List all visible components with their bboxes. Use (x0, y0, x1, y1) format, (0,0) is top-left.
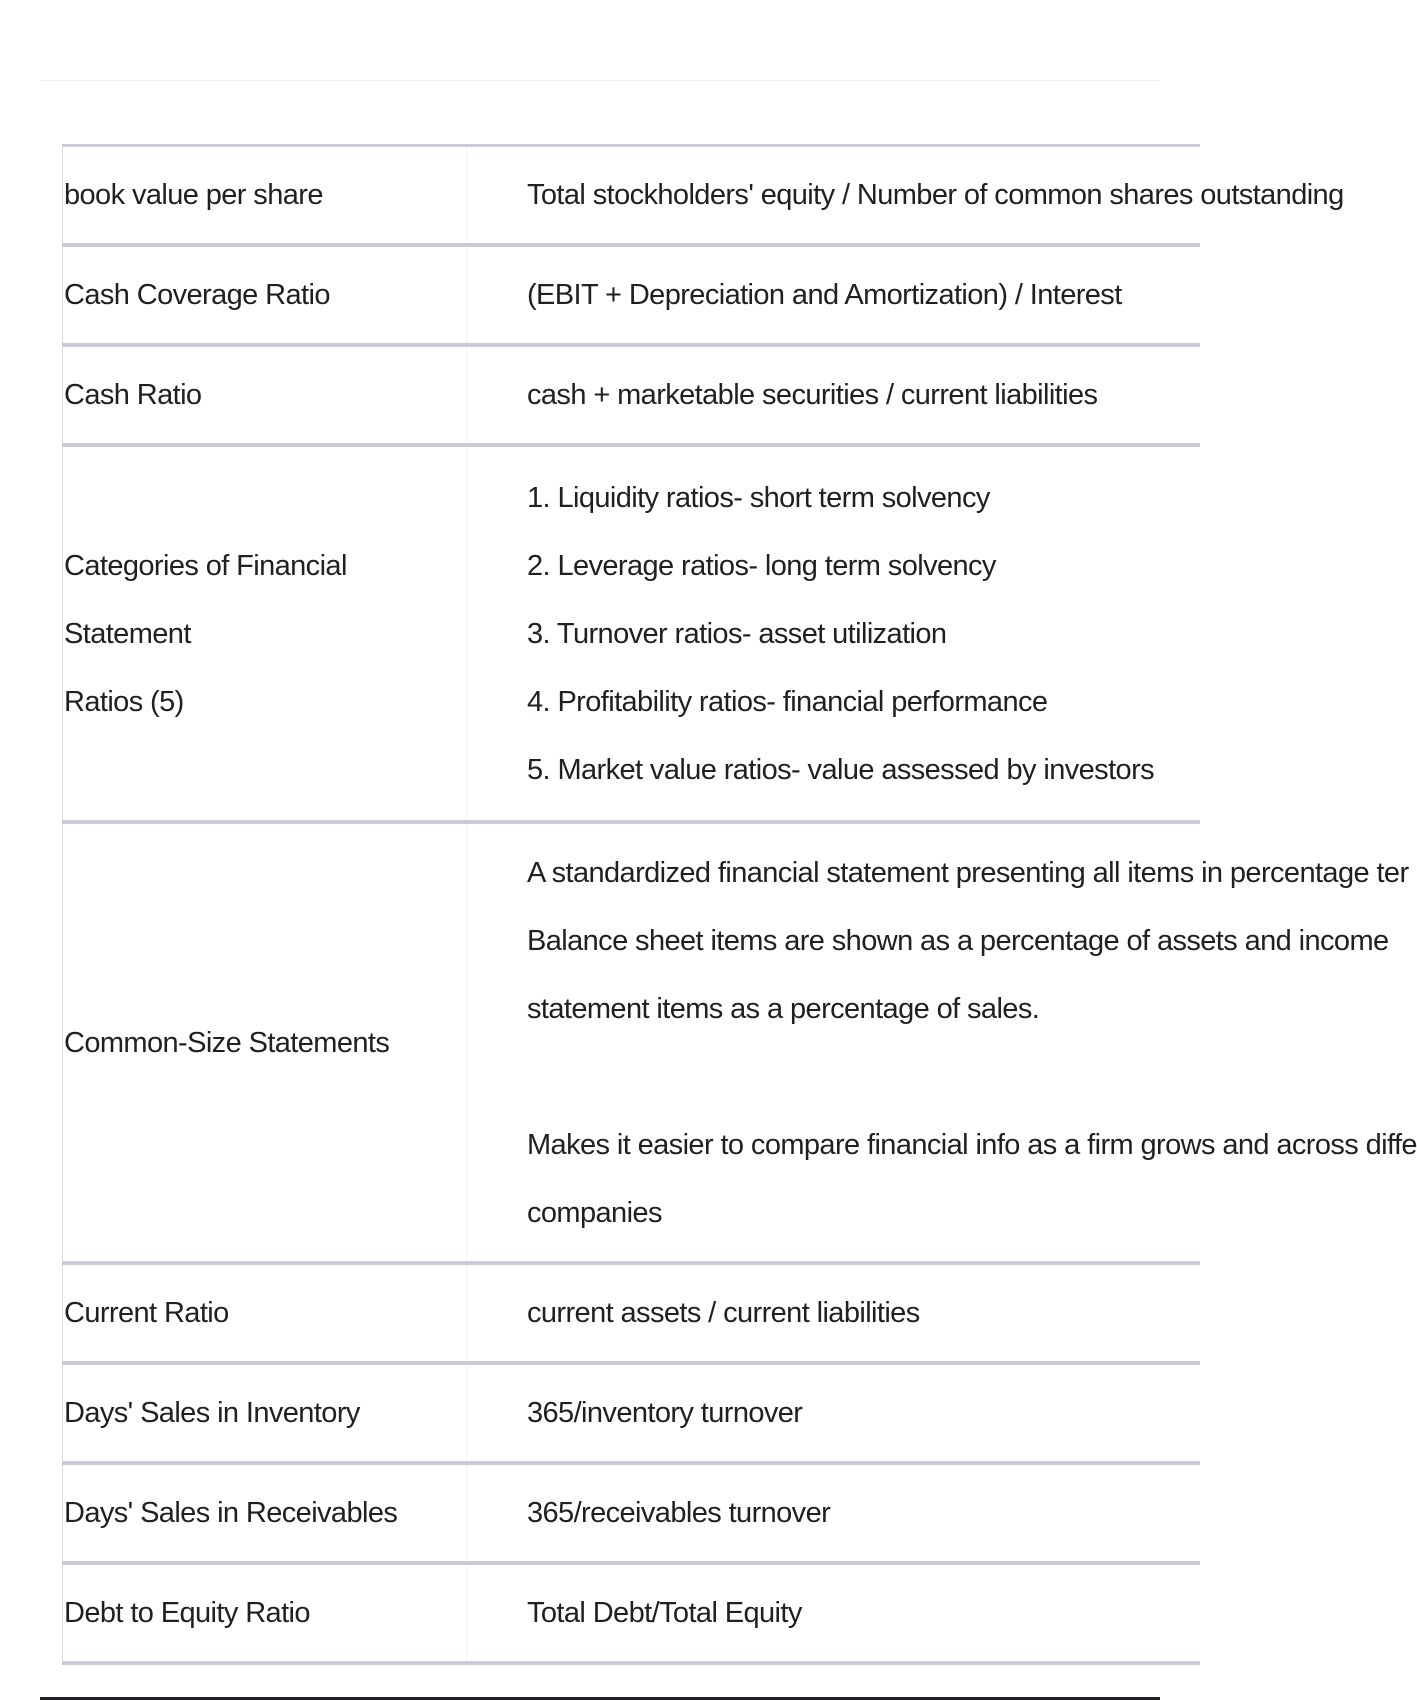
top-divider (40, 80, 1160, 81)
table-row (62, 447, 1200, 824)
term-text: Debt to Equity Ratio (64, 1597, 310, 1629)
term-text: Days' Sales in Inventory (64, 1397, 360, 1429)
term-text: Cash Ratio (64, 379, 202, 411)
term-text: Categories of Financial Statement (64, 549, 347, 650)
definition-line: 365/inventory turnover (527, 1397, 803, 1429)
definition-cell (467, 247, 1200, 343)
definition-line: 2. Leverage ratios- long term solvency (527, 549, 996, 582)
term-cell (62, 824, 467, 1261)
definition-line: Total stockholders' equity / Number of common shares outstanding (527, 179, 1344, 211)
table-row (62, 347, 1200, 447)
table-row (62, 824, 1417, 1265)
term-text: Days' Sales in Receivables (64, 1497, 398, 1529)
definition-line: 1. Liquidity ratios- short term solvency (527, 481, 990, 514)
definition-cell (467, 1265, 1200, 1361)
term-text: Cash Coverage Ratio (64, 279, 330, 311)
definition-cell (467, 1465, 1200, 1561)
definition-cell (467, 824, 1417, 1261)
definition-line: Balance sheet items are shown as a percentage of assets and income (527, 924, 1389, 957)
table-row (62, 1365, 1200, 1465)
definition-cell (467, 447, 1200, 820)
definition-line: 4. Profitability ratios- financial performance (527, 685, 1048, 718)
definition-cell (467, 147, 1344, 243)
definition-cell (467, 1565, 1200, 1661)
definition-line: Total Debt/Total Equity (527, 1597, 802, 1629)
definition-line: (EBIT + Depreciation and Amortization) / Interest (527, 279, 1122, 311)
term-cell (62, 1465, 467, 1561)
definition-line: A standardized financial statement presenting all items in percentage ter (527, 856, 1409, 889)
table-row (62, 147, 1344, 247)
term-cell (62, 1565, 467, 1661)
definition-line: companies (527, 1196, 662, 1229)
flashcard-table (62, 144, 1417, 1665)
definition-line: Makes it easier to compare financial info as a firm grows and across diffe (527, 1128, 1417, 1161)
table-row (62, 247, 1200, 347)
table-row (62, 1265, 1200, 1365)
definition-line: 5. Market value ratios- value assessed by investors (527, 753, 1155, 786)
term-cell (62, 1265, 467, 1361)
term-cell (62, 447, 467, 820)
definition-line: statement items as a percentage of sales. (527, 992, 1040, 1025)
term-text: Ratios (5) (64, 685, 184, 718)
definition-line: current assets / current liabilities (527, 1297, 920, 1329)
term-text: Common-Size Statements (64, 1026, 390, 1059)
definition-cell (467, 347, 1200, 443)
definition-line: cash + marketable securities / current liabilities (527, 379, 1098, 411)
definition-line: 365/receivables turnover (527, 1497, 831, 1529)
term-cell (62, 247, 467, 343)
table-row (62, 1565, 1200, 1665)
term-cell (62, 347, 467, 443)
term-text: Current Ratio (64, 1297, 229, 1329)
definition-blank-line (527, 1043, 1417, 1111)
definition-cell (467, 1365, 1200, 1461)
term-text: book value per share (64, 179, 323, 211)
term-cell (62, 1365, 467, 1461)
table-row (62, 1465, 1200, 1565)
term-cell (62, 147, 467, 243)
definition-line: 3. Turnover ratios- asset utilization (527, 617, 947, 650)
